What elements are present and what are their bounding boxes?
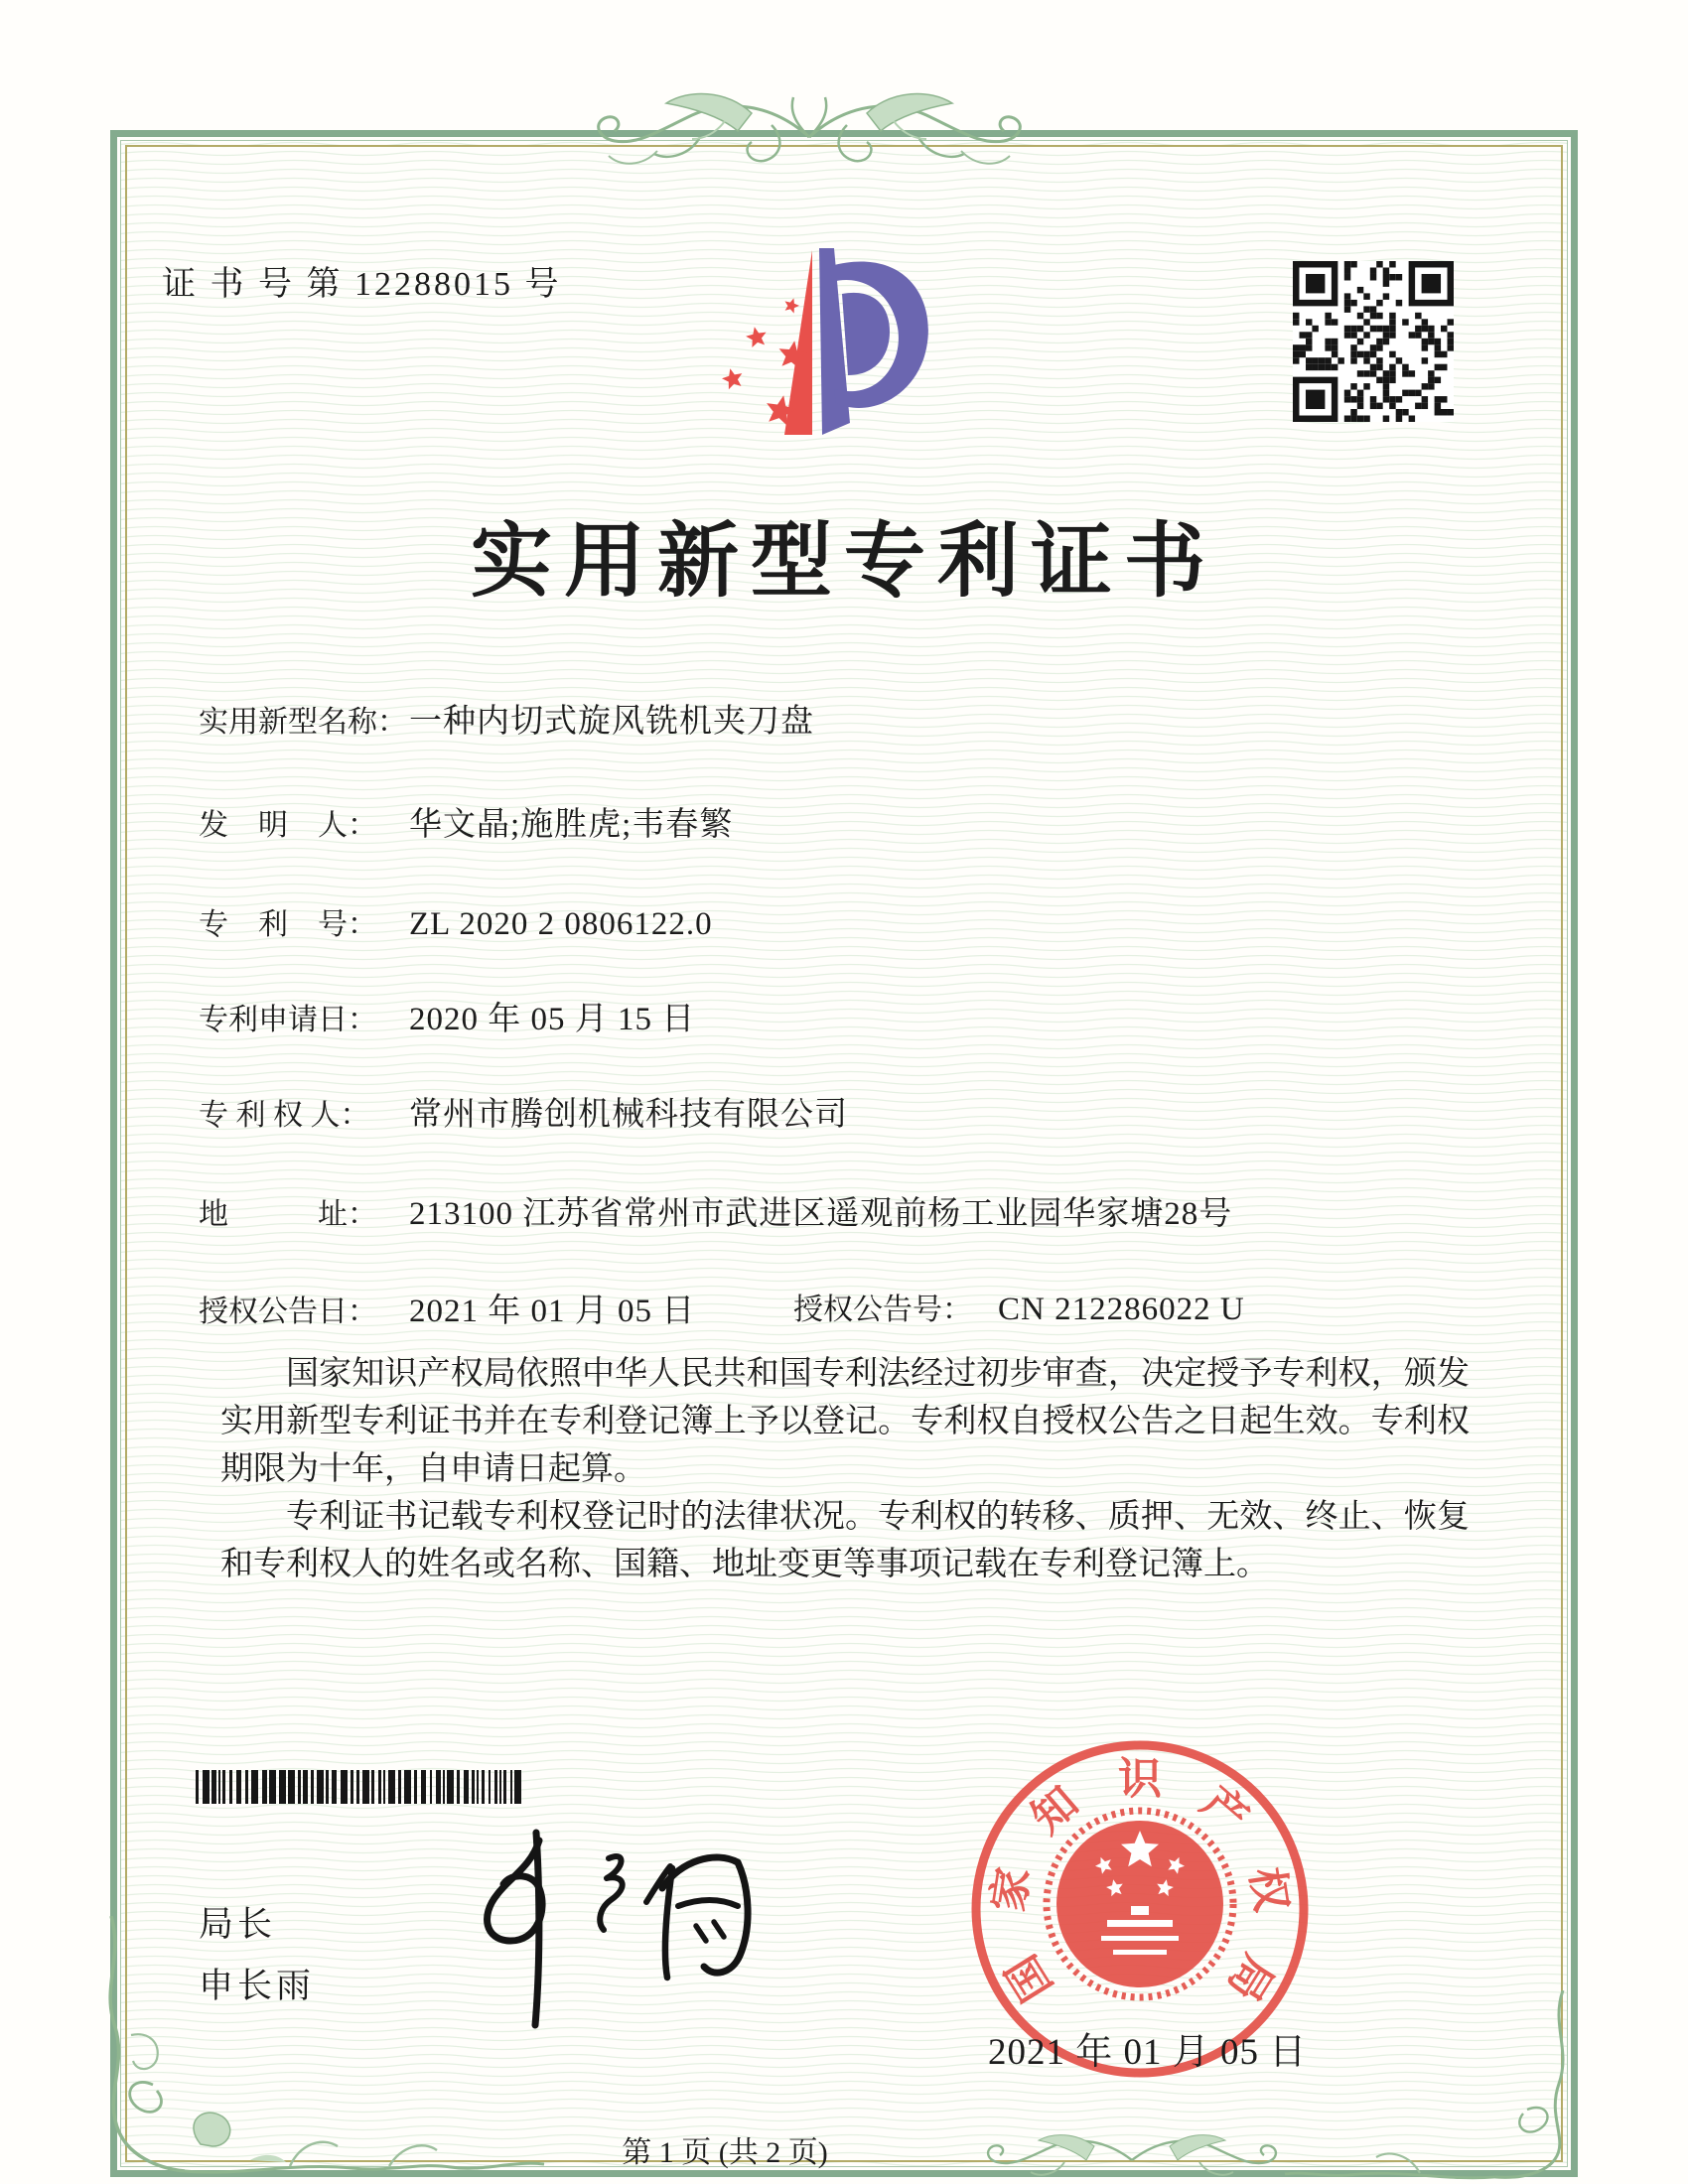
svg-text:产: 产 [1192,1777,1258,1843]
field-value: 一种内切式旋风铣机夹刀盘 [409,704,814,740]
field-label: 授权公告日： [199,1296,377,1328]
field-row-patent-number [199,899,713,943]
field-row-patentee [199,1088,848,1135]
page-number: 第 1 页 (共 2 页) [622,2136,828,2169]
svg-text:国: 国 [997,1946,1062,2010]
svg-text:局: 局 [1217,1946,1283,2010]
legal-paragraph-2: 专利证书记载专利权登记时的法律状况。专利权的转移、质押、无效、终止、恢复和专利权人的姓名或名称、国籍、地址变更等事项记载在专利登记簿上。 [220,1499,1470,1582]
certificate-number: 证 书 号 第 12288015 号 [162,266,562,303]
grant-number-pair [793,1285,1245,1328]
field-row-filing-date [199,993,695,1039]
barcode-icon [194,1770,523,1804]
field-value: 2020 年 05 月 15 日 [409,1002,696,1037]
field-value: ZL 2020 2 0806122.0 [409,906,713,942]
legal-text-block [220,1350,1470,1588]
svg-text:家: 家 [983,1863,1040,1915]
qr-code-icon [1293,261,1454,422]
certificate-title: 实用新型专利证书 [470,516,1217,607]
cnipa-logo-icon [685,244,941,441]
field-label: 授权公告号： [793,1294,972,1326]
svg-text:知: 知 [1022,1777,1088,1843]
field-value: CN 212286022 U [998,1292,1245,1327]
field-label: 实用新型名称： [199,706,407,739]
field-value: 常州市腾创机械科技有限公司 [409,1097,848,1133]
flourish-ornament-top [521,81,1097,186]
field-label: 专 利 号： [199,908,377,941]
field-row-inventors [199,798,733,845]
signer-name: 申长雨 [199,1967,316,2005]
field-label: 专利申请日： [199,1004,377,1036]
svg-text:识: 识 [1118,1754,1162,1804]
field-row-grant [199,1285,1245,1331]
flourish-ornament-bottom-right [1281,1990,1579,2181]
field-label: 发 明 人： [199,809,377,842]
field-row-address [199,1187,1232,1234]
field-label: 专 利 权 人： [199,1099,370,1132]
field-value: 2021 年 01 月 05 日 [409,1294,696,1329]
field-label: 地 址： [199,1198,377,1231]
flourish-ornament-bottom-center [953,2124,1311,2182]
field-value: 213100 江苏省常州市武进区遥观前杨工业园华家塘28号 [409,1196,1233,1232]
field-row-name [199,695,814,742]
signer-title: 局长 [199,1905,277,1944]
field-value: 华文晶;施胜虎;韦春繁 [409,807,734,843]
flourish-ornament-bottom-left [91,1916,568,2182]
svg-text:权: 权 [1240,1863,1297,1915]
seal-date: 2021 年 01 月 05 日 [988,2032,1308,2073]
legal-paragraph-1: 国家知识产权局依照中华人民共和国专利法经过初步审查，决定授予专利权，颁发实用新型专利证书并在专利登记簿上予以登记。专利权自授权公告之日起生效。专利权期限为十年，自申请日起算。 [220,1356,1470,1487]
